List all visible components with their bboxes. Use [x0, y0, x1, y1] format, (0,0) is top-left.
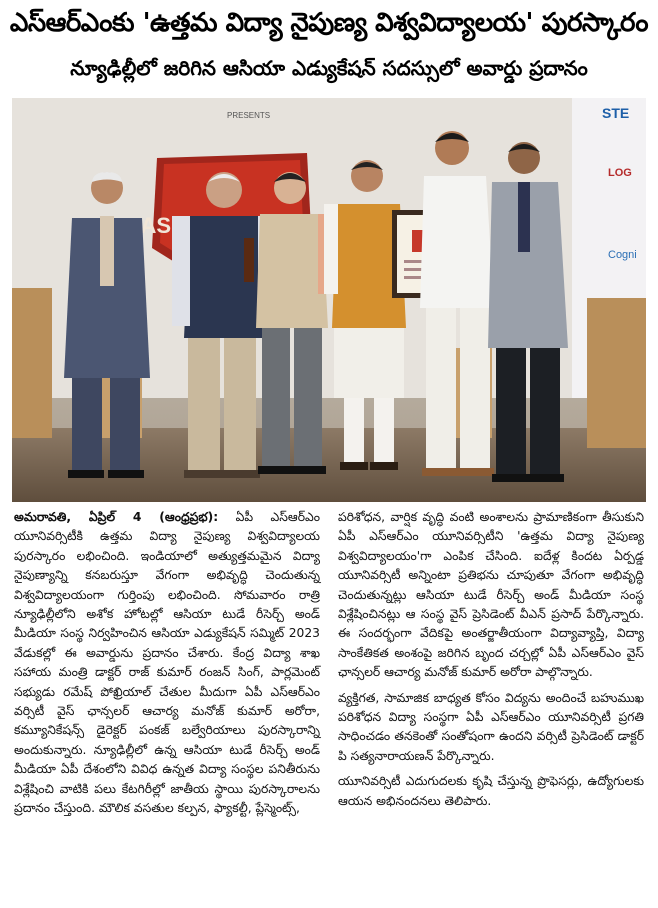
subheadline: న్యూఢిల్లీలో జరిగిన ఆసియా ఎడ్యుకేషన్ సదస్సులో అవార్డు ప్రదానం — [70, 56, 588, 80]
article-paragraph: యూనివర్సిటీ ఎదుగుదలకు కృషి చేస్తున్న ప్రొఫెసర్లు, ఉద్యోగులకు ఆయన అభినందనలు తెలిపారు. — [338, 774, 644, 808]
headline: ఎస్‌ఆర్ఎంకు 'ఉత్తమ విద్యా నైపుణ్య విశ్వవిద్యాలయ' పురస్కారం — [9, 8, 649, 38]
sponsor-logo-low: Cogni — [608, 249, 637, 261]
article-paragraph — [14, 508, 320, 819]
news-photo — [12, 98, 646, 502]
person-3 — [256, 172, 332, 474]
article-body — [14, 508, 644, 902]
article-paragraph: వ్యక్తిగత, సామాజిక బాధ్యత కోసం విద్యను అందించే బహుముఖ పరిశోధన విద్యా సంస్థగా ఏపీ ఎస్ఆర్ఎం యూనివర్సిటీ ప్రగతి సాధించడం తనకెంతో సంతోషంగా ఉందని వర్సిటీ ప్రెసిడెంట్ డాక్టర్ పి సత్యనారాయణన్ పేర్కొన్నారు. — [338, 690, 644, 763]
dateline: అమరావతి, ఏప్రిల్ 4 (ఆంధ్రప్రభ): — [14, 510, 219, 524]
banner-main-text: ASIA — [140, 213, 193, 238]
banner-presents-text: PRESENTS — [227, 111, 271, 120]
paragraph-text: ఏపీ ఎస్ఆర్ఎం యూనివర్సిటీకి ఉత్తమ విద్యా నైపుణ్య విశ్వవిద్యాలయ పురస్కారం లభించింది. ఇండియాలో అత్యుత్తమమైన విద్యా నైపుణ్యాన్ని కనబరుస్తూ వేగంగా అభివృద్ధి చెందుతున్న విశ్వవిద్యాలయంగా గుర్తింపు లభించింది. సోమవారం రాత్రి న్యూఢిల్లీలోని అశోక హోటల్లో ఆసియా టుడే రీసెర్చ్ అండ్ మీడియా సంస్థ నిర్వహించిన ఆసియా ఎడ్యుకేషన్ సమ్మిట్ 2023 వేడుకల్లో ఈ అవార్డును ప్రదానం చేశారు. కేంద్ర విద్యా శాఖ సహాయ మంత్రి డాక్టర్ రాజ్ కుమార్ రంజన్ సింగ్, పార్లమెంట్ సభ్యుడు రమేష్ పోఖ్రియాల్ చేతుల మీదుగా ఏపీ ఎస్ఆర్ఎం వర్సిటీ వైస్ ఛాన్సలర్ ఆచార్య మనోజ్ కుమార్ అరోరా, కమ్యూనికేషన్స్ డైరెక్టర్ పంకజ్ బల్వేరియాలు పురస్కారాన్ని అందుకున్నారు. న్యూఢిల్లీలో ఉన్న ఆసియా టుడే రీసెర్చ్ అండ్ మీడియా ఏపీ దేశంలోని వివిధ ఉన్నత విద్యా సంస్థల పనితీరును విశ్లేషించి వాటికి పలు కేటగిరీల్లో జాతీయ స్థాయి పురస్కారాలను ప్రదానం చేస్తుంది. మౌలిక వసతుల కల్పన, ఫ్యాకల్టీ, ప్లేస్మెంట్స్, — [14, 510, 321, 816]
article-column-1 — [14, 508, 320, 902]
article-paragraph: పరిశోధన, వార్షిక వృద్ధి వంటి అంశాలను ప్రామాణికంగా తీసుకుని ఏపీ ఎస్ఆర్ఎం యూనివర్సిటీని 'ఉత్తమ విద్యా నైపుణ్య విశ్వవిద్యాలయం'గా ఎంపిక చేసింది. ఐదేళ్ల కిందట ఏర్పడ్డ యూనివర్సిటీ అన్నింటా ప్రతిభను చూపుతూ వేగంగా అభివృద్ధి చెందుతున్నట్లు ఆసియా టుడే రీసెర్చ్ అండ్ మీడియా సంస్థ విశ్లేషించినట్లు ఆ సంస్థ వైస్ ప్రెసిడెంట్ వీఎన్ ప్రసాద్ పేర్కొన్నారు. ఈ సందర్భంగా వేదికపై అంతర్జాతీయంగా విద్యావ్యాప్తి, విద్యా సాంకేతికత అంశంపై జరిగిన బృంద చర్చల్లో ఏపీ ఎస్ఆర్ఎం వైస్ ఛాన్సలర్ ఆచార్య మనోజ్ కుమార్ అరోరా పాల్గొన్నారు. — [338, 510, 644, 680]
article-column-2 — [338, 508, 644, 902]
sponsor-logo-mid: LOG — [608, 167, 632, 179]
sponsor-logo-top: STE — [602, 105, 630, 121]
